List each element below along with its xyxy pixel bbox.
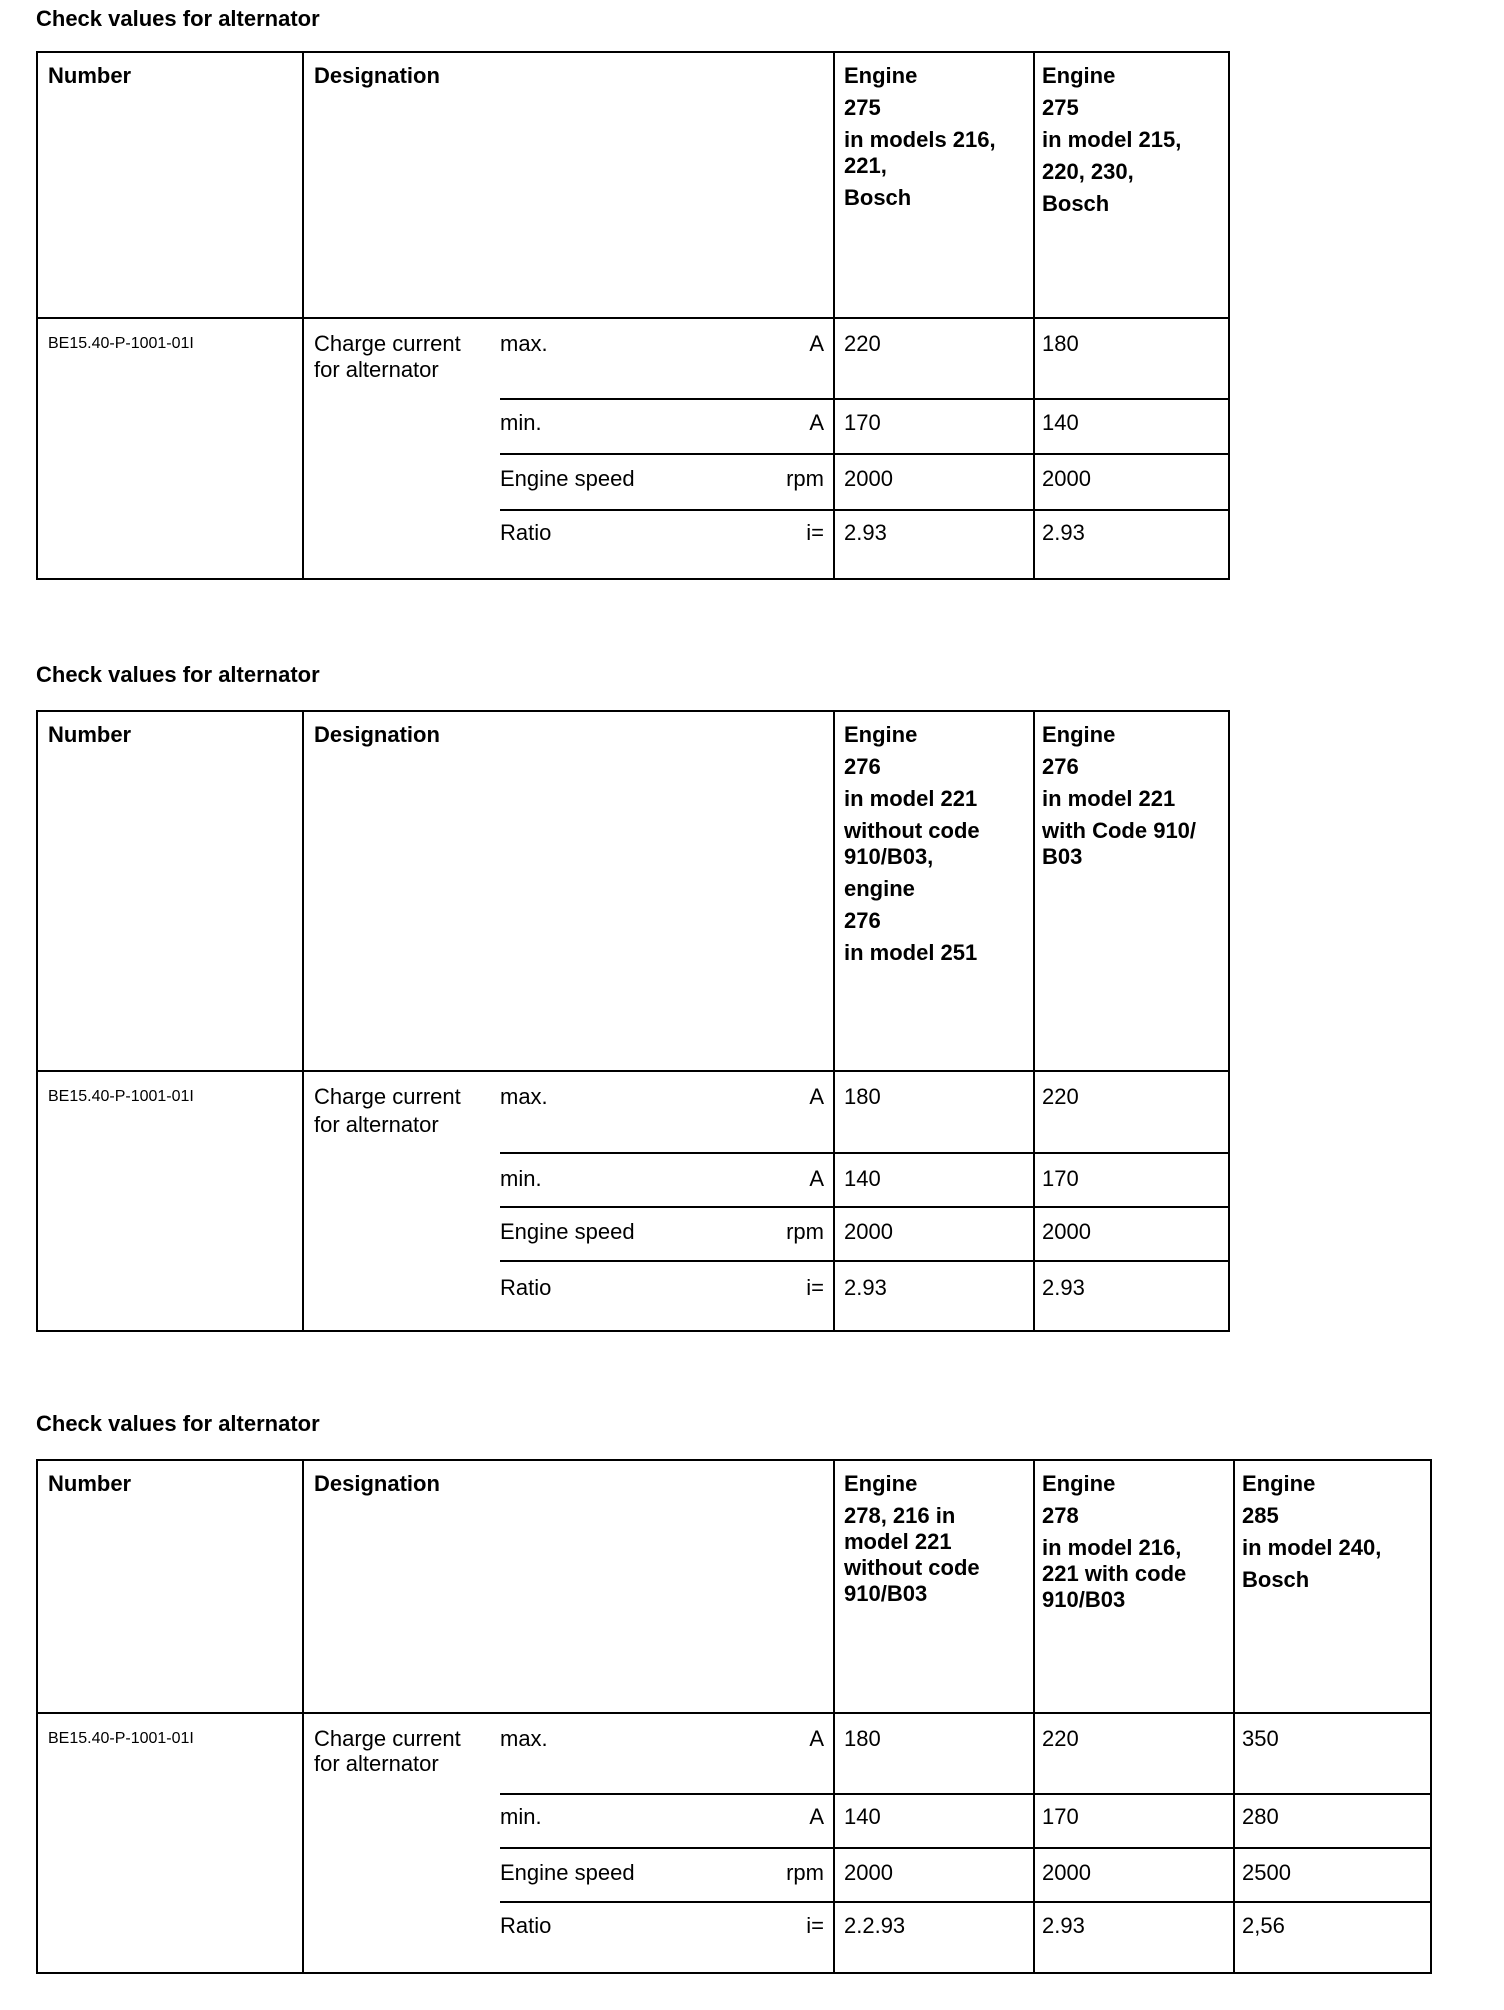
row-label: Engine speed xyxy=(500,466,635,491)
designation-for-alternator: for alternator xyxy=(314,357,439,382)
row-label: max. xyxy=(500,1726,548,1751)
row-label: Ratio xyxy=(500,1913,552,1938)
row-unit: A xyxy=(809,1166,824,1191)
row-unit: A xyxy=(809,1804,824,1829)
row-value: 170 xyxy=(1042,1804,1079,1829)
row-label: Engine speed xyxy=(500,1860,635,1885)
engine-column-header: Engine 275 in models 216, 221, Bosch xyxy=(844,63,996,210)
row-value: 2000 xyxy=(1042,1219,1091,1244)
header-number: Number xyxy=(48,1471,132,1496)
header-designation: Designation xyxy=(314,63,440,88)
row-label: Engine speed xyxy=(500,1219,635,1244)
row-value: 2000 xyxy=(844,1860,893,1885)
row-value: 2,56 xyxy=(1242,1913,1285,1938)
header-number: Number xyxy=(48,63,132,88)
part-number: BE15.40-P-1001-01I xyxy=(48,335,194,352)
row-unit: A xyxy=(809,331,824,356)
row-value: 2.93 xyxy=(844,1275,887,1300)
check-values-table-2 xyxy=(36,710,1230,1332)
row-value: 180 xyxy=(844,1726,881,1751)
row-value: 2.93 xyxy=(1042,520,1085,545)
table-3-title: Check values for alternator xyxy=(36,1411,320,1436)
row-value: 2.93 xyxy=(1042,1275,1085,1300)
row-value: 180 xyxy=(1042,331,1079,356)
row-unit: i= xyxy=(806,1913,824,1938)
row-label: min. xyxy=(500,1166,542,1191)
row-unit: i= xyxy=(806,520,824,545)
row-label: min. xyxy=(500,410,542,435)
row-value: 170 xyxy=(844,410,881,435)
row-value: 180 xyxy=(844,1084,881,1109)
row-value: 2.93 xyxy=(1042,1913,1085,1938)
engine-column-header: Engine 285 in model 240, Bosch xyxy=(1242,1471,1382,1592)
row-value: 2000 xyxy=(1042,1860,1091,1885)
row-unit: rpm xyxy=(786,1219,824,1244)
header-number: Number xyxy=(48,722,132,747)
row-unit: A xyxy=(809,1084,824,1109)
part-number: BE15.40-P-1001-01I xyxy=(48,1730,194,1747)
check-values-table-3 xyxy=(36,1459,1432,1974)
engine-column-header: Engine 276 in model 221 with Code 910/ B03 xyxy=(1042,722,1197,869)
engine-column-header: Engine 275 in model 215, 220, 230, Bosch xyxy=(1042,63,1182,216)
row-unit: rpm xyxy=(786,466,824,491)
row-unit: A xyxy=(809,410,824,435)
designation-for-alternator: for alternator xyxy=(314,1112,439,1137)
row-value: 2500 xyxy=(1242,1860,1291,1885)
row-label: Ratio xyxy=(500,520,552,545)
row-label: max. xyxy=(500,1084,548,1109)
header-designation: Designation xyxy=(314,1471,440,1496)
row-label: max. xyxy=(500,331,548,356)
row-value: 220 xyxy=(1042,1084,1079,1109)
row-unit: A xyxy=(809,1726,824,1751)
row-value: 2000 xyxy=(844,1219,893,1244)
row-value: 350 xyxy=(1242,1726,1279,1751)
engine-column-header: Engine 276 in model 221 without code 910/B03, engine 276 in model 251 xyxy=(844,722,980,965)
row-value: 2000 xyxy=(844,466,893,491)
table-1-title: Check values for alternator xyxy=(36,6,320,31)
engine-column-header: Engine 278 in model 216, 221 with code 910/B03 xyxy=(1042,1471,1187,1612)
engine-column-header: Engine 278, 216 in model 221 without code 910/B03 xyxy=(844,1471,980,1606)
row-value: 280 xyxy=(1242,1804,1279,1829)
row-value: 140 xyxy=(844,1166,881,1191)
row-value: 2000 xyxy=(1042,466,1091,491)
header-designation: Designation xyxy=(314,722,440,747)
part-number: BE15.40-P-1001-01I xyxy=(48,1088,194,1105)
row-value: 220 xyxy=(844,331,881,356)
row-unit: i= xyxy=(806,1275,824,1300)
row-value: 170 xyxy=(1042,1166,1079,1191)
designation-charge-current: Charge current xyxy=(314,331,461,356)
row-label: min. xyxy=(500,1804,542,1829)
row-value: 2.2.93 xyxy=(844,1913,906,1938)
row-value: 140 xyxy=(844,1804,881,1829)
check-values-table-1 xyxy=(36,51,1230,580)
designation-charge-current: Charge current xyxy=(314,1726,461,1751)
table-2-title: Check values for alternator xyxy=(36,662,320,687)
row-label: Ratio xyxy=(500,1275,552,1300)
designation-charge-current: Charge current xyxy=(314,1084,461,1109)
row-value: 220 xyxy=(1042,1726,1079,1751)
row-unit: rpm xyxy=(786,1860,824,1885)
row-value: 140 xyxy=(1042,410,1079,435)
row-value: 2.93 xyxy=(844,520,887,545)
designation-for-alternator: for alternator xyxy=(314,1751,439,1776)
